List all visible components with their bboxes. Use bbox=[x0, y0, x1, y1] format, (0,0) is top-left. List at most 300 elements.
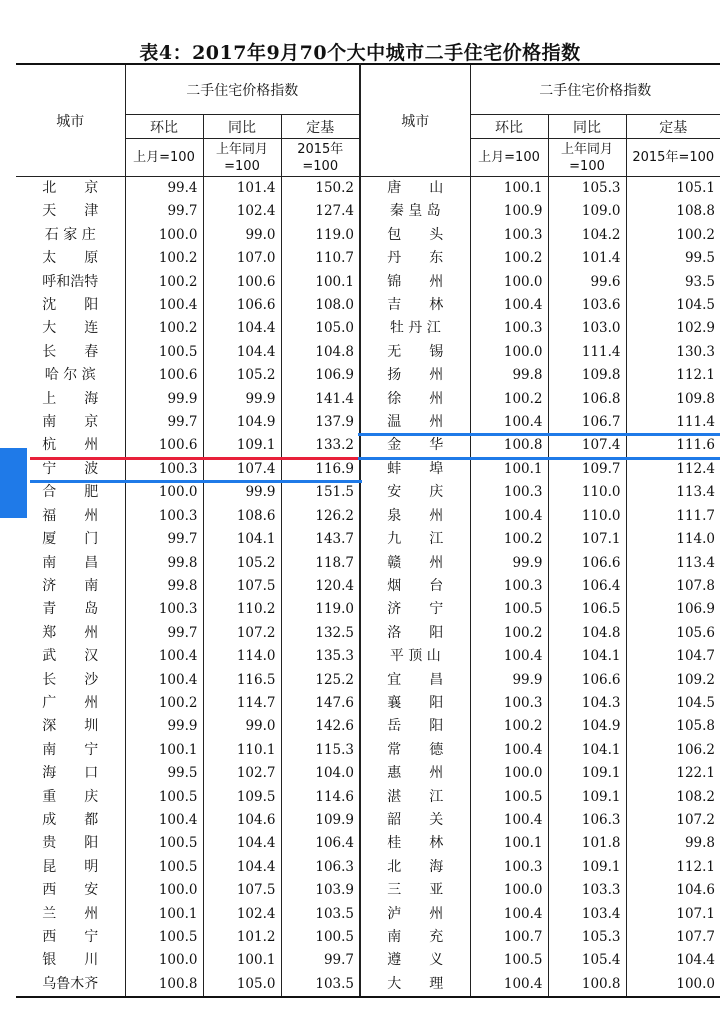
city-cell: 呼和浩特 bbox=[16, 271, 125, 294]
table-row bbox=[16, 177, 720, 201]
table-row bbox=[16, 294, 720, 317]
base-cell: 105.1 bbox=[676, 180, 716, 196]
yoy-cell: 109.5 bbox=[203, 786, 281, 809]
base-cell: 119.0 bbox=[281, 224, 360, 247]
city-cell: 扬 州 bbox=[360, 364, 470, 387]
city-cell: 北 京 bbox=[16, 177, 125, 201]
base-cell: 114.0 bbox=[676, 531, 716, 548]
table-row bbox=[16, 411, 720, 434]
yoy-cell: 104.6 bbox=[203, 809, 281, 832]
yoy-cell: 109.1 bbox=[203, 434, 281, 457]
base-cell: 118.7 bbox=[281, 552, 360, 575]
city-cell: 吉 林 bbox=[360, 294, 470, 317]
city-cell: 唐 山 bbox=[360, 177, 470, 201]
table-row bbox=[16, 388, 720, 411]
mom-cell: 100.0 bbox=[470, 341, 548, 364]
city-cell: 遵 义 bbox=[360, 949, 470, 972]
mom-cell: 100.0 bbox=[470, 879, 548, 902]
base-cell: 143.7 bbox=[281, 528, 360, 551]
city-cell: 沈 阳 bbox=[16, 294, 125, 317]
table-row bbox=[16, 598, 720, 621]
yoy-cell: 103.0 bbox=[548, 317, 626, 340]
city-cell: 丹 东 bbox=[360, 247, 470, 270]
city-cell: 武 汉 bbox=[16, 645, 125, 668]
mom-cell: 99.7 bbox=[125, 200, 203, 223]
base-cell: 142.6 bbox=[281, 715, 360, 738]
city-cell: 大 连 bbox=[16, 317, 125, 340]
mom-cell: 99.8 bbox=[470, 364, 548, 387]
city-cell: 青 岛 bbox=[16, 598, 125, 621]
city-cell: 锦 州 bbox=[360, 271, 470, 294]
table-row bbox=[16, 715, 720, 738]
city-cell: 包 头 bbox=[360, 224, 470, 247]
mom-cell: 99.9 bbox=[470, 669, 548, 692]
base-cell: 104.0 bbox=[281, 762, 360, 785]
base-cell: 93.5 bbox=[684, 273, 716, 290]
yoy-cell: 114.0 bbox=[203, 645, 281, 668]
city-header-right: 城市 bbox=[360, 64, 470, 177]
city-cell: 九 江 bbox=[360, 528, 470, 551]
mom-cell: 100.4 bbox=[125, 669, 203, 692]
base-cell: 104.4 bbox=[676, 952, 716, 969]
table-row bbox=[16, 224, 720, 247]
yoy-cell: 102.7 bbox=[203, 762, 281, 785]
base-cell: 125.2 bbox=[281, 669, 360, 692]
mom-cell: 100.4 bbox=[125, 809, 203, 832]
mom-cell: 99.8 bbox=[125, 575, 203, 598]
yoy-cell: 109.1 bbox=[548, 762, 626, 785]
mom-cell: 100.2 bbox=[125, 692, 203, 715]
yoy-cell: 110.0 bbox=[548, 481, 626, 504]
mom-cell: 100.4 bbox=[470, 809, 548, 832]
yoy-cell: 109.7 bbox=[548, 458, 626, 481]
base-cell: 104.8 bbox=[281, 341, 360, 364]
city-cell: 洛 阳 bbox=[360, 622, 470, 645]
city-cell: 广 州 bbox=[16, 692, 125, 715]
city-cell: 桂 林 bbox=[360, 832, 470, 855]
highlight-blue-line-right-bottom bbox=[358, 457, 720, 460]
mom-cell: 100.8 bbox=[470, 434, 548, 457]
table-row bbox=[16, 317, 720, 340]
yoy-cell: 111.4 bbox=[548, 341, 626, 364]
base-cell: 113.4 bbox=[676, 554, 716, 571]
yoy-cell: 104.2 bbox=[548, 224, 626, 247]
yoy-cell: 106.3 bbox=[548, 809, 626, 832]
city-cell: 南 充 bbox=[360, 926, 470, 949]
mom-cell: 100.0 bbox=[470, 271, 548, 294]
city-cell: 长 沙 bbox=[16, 669, 125, 692]
city-cell: 南 京 bbox=[16, 411, 125, 434]
base-sub-right: 2015年=100 bbox=[626, 139, 720, 177]
table-row bbox=[16, 692, 720, 715]
city-cell: 大 理 bbox=[360, 973, 470, 997]
base-cell: 151.5 bbox=[281, 481, 360, 504]
base-cell: 147.6 bbox=[281, 692, 360, 715]
yoy-cell: 100.1 bbox=[203, 949, 281, 972]
mom-cell: 99.5 bbox=[125, 762, 203, 785]
yoy-cell: 110.1 bbox=[203, 739, 281, 762]
city-cell: 郑 州 bbox=[16, 622, 125, 645]
city-cell: 北 海 bbox=[360, 856, 470, 879]
yoy-sub-right: 上年同月=100 bbox=[548, 139, 626, 177]
side-tab[interactable] bbox=[0, 448, 27, 518]
yoy-cell: 100.8 bbox=[548, 973, 626, 997]
city-cell: 惠 州 bbox=[360, 762, 470, 785]
mom-cell: 99.9 bbox=[125, 388, 203, 411]
city-cell: 宁 波 bbox=[16, 458, 125, 481]
mom-cell: 100.5 bbox=[470, 598, 548, 621]
base-cell: 127.4 bbox=[281, 200, 360, 223]
base-cell: 105.6 bbox=[676, 624, 716, 641]
yoy-cell: 104.4 bbox=[203, 856, 281, 879]
yoy-cell: 99.9 bbox=[203, 481, 281, 504]
table-row bbox=[16, 505, 720, 528]
yoy-cell: 104.8 bbox=[548, 622, 626, 645]
base-cell: 109.2 bbox=[676, 671, 716, 688]
city-cell: 长 春 bbox=[16, 341, 125, 364]
table-row bbox=[16, 341, 720, 364]
mom-cell: 100.4 bbox=[470, 411, 548, 434]
mom-cell: 100.5 bbox=[125, 341, 203, 364]
yoy-cell: 105.4 bbox=[548, 949, 626, 972]
city-cell: 蚌 埠 bbox=[360, 458, 470, 481]
base-cell: 105.8 bbox=[676, 718, 716, 735]
mom-cell: 100.3 bbox=[470, 481, 548, 504]
yoy-cell: 106.8 bbox=[548, 388, 626, 411]
mom-cell: 100.9 bbox=[470, 200, 548, 223]
base-cell: 122.1 bbox=[676, 765, 716, 782]
city-cell: 重 庆 bbox=[16, 786, 125, 809]
yoy-cell: 116.5 bbox=[203, 669, 281, 692]
base-cell: 108.2 bbox=[676, 788, 716, 805]
mom-cell: 99.7 bbox=[125, 528, 203, 551]
yoy-cell: 99.0 bbox=[203, 224, 281, 247]
base-cell: 111.7 bbox=[676, 507, 716, 524]
base-cell: 132.5 bbox=[281, 622, 360, 645]
mom-cell: 100.4 bbox=[470, 739, 548, 762]
base-cell: 103.5 bbox=[281, 973, 360, 997]
city-cell: 杭 州 bbox=[16, 434, 125, 457]
city-cell: 成 都 bbox=[16, 809, 125, 832]
base-cell: 99.5 bbox=[684, 250, 716, 267]
table-row bbox=[16, 247, 720, 270]
yoy-sub-left: 上年同月=100 bbox=[203, 139, 281, 177]
base-cell: 104.5 bbox=[676, 297, 716, 314]
city-cell: 南 宁 bbox=[16, 739, 125, 762]
base-cell: 106.9 bbox=[281, 364, 360, 387]
base-header-right: 定基 bbox=[626, 115, 720, 139]
city-cell: 西 安 bbox=[16, 879, 125, 902]
table-row bbox=[16, 809, 720, 832]
mom-cell: 100.1 bbox=[470, 458, 548, 481]
table-row bbox=[16, 739, 720, 762]
city-cell: 平 顶 山 bbox=[360, 645, 470, 668]
table-row bbox=[16, 879, 720, 902]
base-cell: 126.2 bbox=[281, 505, 360, 528]
table-row bbox=[16, 973, 720, 997]
yoy-cell: 104.9 bbox=[548, 715, 626, 738]
city-cell: 贵 阳 bbox=[16, 832, 125, 855]
city-cell: 常 德 bbox=[360, 739, 470, 762]
highlight-red-line bbox=[30, 457, 362, 460]
mom-cell: 100.3 bbox=[470, 575, 548, 598]
yoy-cell: 104.4 bbox=[203, 832, 281, 855]
base-cell: 130.3 bbox=[676, 343, 716, 360]
yoy-cell: 103.4 bbox=[548, 903, 626, 926]
mom-cell: 100.6 bbox=[125, 364, 203, 387]
mom-cell: 100.4 bbox=[470, 505, 548, 528]
yoy-cell: 106.6 bbox=[548, 552, 626, 575]
yoy-cell: 109.1 bbox=[548, 786, 626, 809]
base-cell: 150.2 bbox=[281, 177, 360, 201]
base-cell: 100.1 bbox=[281, 271, 360, 294]
base-cell: 108.8 bbox=[676, 203, 716, 220]
base-cell: 141.4 bbox=[281, 388, 360, 411]
mom-cell: 100.1 bbox=[470, 832, 548, 855]
mom-sub-right: 上月=100 bbox=[470, 139, 548, 177]
city-cell: 天 津 bbox=[16, 200, 125, 223]
mom-cell: 100.5 bbox=[125, 856, 203, 879]
yoy-cell: 101.4 bbox=[203, 177, 281, 201]
mom-cell: 100.1 bbox=[470, 177, 548, 201]
table-row bbox=[16, 528, 720, 551]
base-sub-left: 2015年=100 bbox=[281, 139, 360, 177]
base-cell: 111.4 bbox=[676, 414, 716, 431]
yoy-cell: 106.5 bbox=[548, 598, 626, 621]
yoy-cell: 104.1 bbox=[548, 645, 626, 668]
base-cell: 107.2 bbox=[676, 811, 716, 828]
table-row bbox=[16, 575, 720, 598]
yoy-cell: 106.7 bbox=[548, 411, 626, 434]
mom-cell: 99.9 bbox=[470, 552, 548, 575]
base-cell: 104.7 bbox=[676, 648, 716, 665]
base-cell: 111.6 bbox=[676, 437, 716, 454]
highlight-blue-line-left bbox=[30, 480, 362, 483]
yoy-cell: 99.6 bbox=[548, 271, 626, 294]
yoy-cell: 105.0 bbox=[203, 973, 281, 997]
city-cell: 徐 州 bbox=[360, 388, 470, 411]
city-cell: 福 州 bbox=[16, 505, 125, 528]
base-cell: 119.0 bbox=[281, 598, 360, 621]
mom-cell: 100.4 bbox=[470, 294, 548, 317]
mom-cell: 100.0 bbox=[470, 762, 548, 785]
yoy-cell: 101.8 bbox=[548, 832, 626, 855]
base-cell: 106.4 bbox=[281, 832, 360, 855]
base-cell: 104.5 bbox=[676, 694, 716, 711]
base-cell: 100.2 bbox=[676, 226, 716, 243]
table-body bbox=[16, 177, 720, 998]
city-cell: 宜 昌 bbox=[360, 669, 470, 692]
table-row bbox=[16, 832, 720, 855]
mom-cell: 100.4 bbox=[470, 903, 548, 926]
mom-cell: 100.4 bbox=[470, 973, 548, 997]
base-cell: 116.9 bbox=[281, 458, 360, 481]
city-cell: 厦 门 bbox=[16, 528, 125, 551]
yoy-cell: 105.3 bbox=[548, 926, 626, 949]
mom-cell: 100.3 bbox=[125, 598, 203, 621]
yoy-cell: 99.9 bbox=[203, 388, 281, 411]
table-row bbox=[16, 458, 720, 481]
base-cell: 106.3 bbox=[281, 856, 360, 879]
yoy-header-right: 同比 bbox=[548, 115, 626, 139]
mom-cell: 99.8 bbox=[125, 552, 203, 575]
city-cell: 海 口 bbox=[16, 762, 125, 785]
table-row bbox=[16, 926, 720, 949]
mom-cell: 100.0 bbox=[125, 879, 203, 902]
mom-cell: 100.0 bbox=[125, 949, 203, 972]
yoy-cell: 109.0 bbox=[548, 200, 626, 223]
city-cell: 温 州 bbox=[360, 411, 470, 434]
mom-cell: 100.3 bbox=[470, 856, 548, 879]
base-cell: 112.1 bbox=[676, 367, 716, 384]
yoy-cell: 107.5 bbox=[203, 575, 281, 598]
table-row bbox=[16, 200, 720, 223]
yoy-cell: 104.9 bbox=[203, 411, 281, 434]
base-cell: 103.9 bbox=[281, 879, 360, 902]
city-cell: 昆 明 bbox=[16, 856, 125, 879]
mom-cell: 100.5 bbox=[470, 949, 548, 972]
city-cell: 湛 江 bbox=[360, 786, 470, 809]
city-cell: 泸 州 bbox=[360, 903, 470, 926]
table-row bbox=[16, 949, 720, 972]
mom-cell: 100.5 bbox=[125, 926, 203, 949]
table-row bbox=[16, 622, 720, 645]
highlight-blue-line-right-top bbox=[358, 433, 720, 436]
base-cell: 107.1 bbox=[676, 905, 716, 922]
yoy-cell: 109.8 bbox=[548, 364, 626, 387]
base-cell: 102.9 bbox=[676, 320, 716, 337]
base-cell: 103.5 bbox=[281, 903, 360, 926]
city-cell: 三 亚 bbox=[360, 879, 470, 902]
base-cell: 106.9 bbox=[676, 601, 716, 618]
mom-cell: 100.2 bbox=[470, 388, 548, 411]
mom-cell: 99.9 bbox=[125, 715, 203, 738]
base-cell: 133.2 bbox=[281, 434, 360, 457]
base-cell: 137.9 bbox=[281, 411, 360, 434]
table-row bbox=[16, 434, 720, 457]
city-cell: 太 原 bbox=[16, 247, 125, 270]
mom-cell: 100.4 bbox=[125, 294, 203, 317]
mom-cell: 100.6 bbox=[125, 434, 203, 457]
mom-cell: 100.7 bbox=[470, 926, 548, 949]
group-header-right: 二手住宅价格指数 bbox=[470, 64, 720, 115]
mom-sub-left: 上月=100 bbox=[125, 139, 203, 177]
yoy-cell: 106.6 bbox=[203, 294, 281, 317]
base-cell: 107.7 bbox=[676, 929, 716, 945]
base-cell: 112.4 bbox=[676, 460, 716, 477]
mom-cell: 100.1 bbox=[125, 739, 203, 762]
table-row bbox=[16, 645, 720, 668]
city-cell: 上 海 bbox=[16, 388, 125, 411]
mom-cell: 100.8 bbox=[125, 973, 203, 997]
mom-cell: 100.5 bbox=[470, 786, 548, 809]
city-cell: 银 川 bbox=[16, 949, 125, 972]
city-cell: 南 昌 bbox=[16, 552, 125, 575]
mom-cell: 99.7 bbox=[125, 411, 203, 434]
price-index-table bbox=[16, 63, 720, 998]
mom-cell: 100.2 bbox=[470, 715, 548, 738]
yoy-cell: 105.3 bbox=[548, 177, 626, 201]
city-cell: 岳 阳 bbox=[360, 715, 470, 738]
table-row bbox=[16, 762, 720, 785]
base-cell: 99.7 bbox=[281, 949, 360, 972]
yoy-cell: 114.7 bbox=[203, 692, 281, 715]
yoy-cell: 106.4 bbox=[548, 575, 626, 598]
yoy-cell: 102.4 bbox=[203, 903, 281, 926]
city-cell: 济 南 bbox=[16, 575, 125, 598]
mom-cell: 100.3 bbox=[470, 224, 548, 247]
city-cell: 石 家 庄 bbox=[16, 224, 125, 247]
base-cell: 106.2 bbox=[676, 741, 716, 758]
city-cell: 金 华 bbox=[360, 434, 470, 457]
base-cell: 115.3 bbox=[281, 739, 360, 762]
table-row bbox=[16, 481, 720, 504]
city-cell: 秦 皇 岛 bbox=[360, 200, 470, 223]
city-header-left: 城市 bbox=[16, 64, 125, 177]
yoy-cell: 108.6 bbox=[203, 505, 281, 528]
city-cell: 泉 州 bbox=[360, 505, 470, 528]
base-cell: 108.0 bbox=[281, 294, 360, 317]
table-row bbox=[16, 364, 720, 387]
yoy-cell: 104.1 bbox=[548, 739, 626, 762]
mom-cell: 100.5 bbox=[125, 786, 203, 809]
yoy-cell: 99.0 bbox=[203, 715, 281, 738]
mom-cell: 100.0 bbox=[125, 224, 203, 247]
mom-cell: 100.3 bbox=[470, 317, 548, 340]
mom-cell: 100.5 bbox=[125, 832, 203, 855]
yoy-cell: 107.1 bbox=[548, 528, 626, 551]
yoy-cell: 104.4 bbox=[203, 341, 281, 364]
yoy-cell: 103.3 bbox=[548, 879, 626, 902]
mom-cell: 99.4 bbox=[125, 177, 203, 201]
city-cell: 襄 阳 bbox=[360, 692, 470, 715]
yoy-cell: 105.2 bbox=[203, 364, 281, 387]
yoy-cell: 109.1 bbox=[548, 856, 626, 879]
base-cell: 107.8 bbox=[676, 577, 716, 594]
table-row bbox=[16, 271, 720, 294]
mom-cell: 100.3 bbox=[125, 458, 203, 481]
mom-cell: 100.2 bbox=[125, 247, 203, 270]
mom-cell: 100.4 bbox=[470, 645, 548, 668]
yoy-cell: 102.4 bbox=[203, 200, 281, 223]
yoy-cell: 107.5 bbox=[203, 879, 281, 902]
yoy-cell: 104.3 bbox=[548, 692, 626, 715]
base-cell: 105.0 bbox=[281, 317, 360, 340]
city-cell: 兰 州 bbox=[16, 903, 125, 926]
base-cell: 114.6 bbox=[281, 786, 360, 809]
base-cell: 135.3 bbox=[281, 645, 360, 668]
table-title: 表4：2017年9月70个大中城市二手住宅价格指数 bbox=[139, 42, 581, 64]
mom-cell: 100.3 bbox=[125, 505, 203, 528]
base-cell: 104.6 bbox=[676, 882, 716, 899]
city-cell: 安 庆 bbox=[360, 481, 470, 504]
group-header-left: 二手住宅价格指数 bbox=[125, 64, 360, 115]
yoy-cell: 101.2 bbox=[203, 926, 281, 949]
base-cell: 110.7 bbox=[281, 247, 360, 270]
city-cell: 哈 尔 滨 bbox=[16, 364, 125, 387]
table-row bbox=[16, 552, 720, 575]
mom-cell: 100.3 bbox=[470, 692, 548, 715]
yoy-cell: 106.6 bbox=[548, 669, 626, 692]
mom-cell: 100.2 bbox=[470, 247, 548, 270]
yoy-cell: 103.6 bbox=[548, 294, 626, 317]
base-cell: 100.5 bbox=[281, 926, 360, 949]
mom-cell: 99.7 bbox=[125, 622, 203, 645]
mom-cell: 100.1 bbox=[125, 903, 203, 926]
yoy-cell: 107.4 bbox=[203, 458, 281, 481]
yoy-header-left: 同比 bbox=[203, 115, 281, 139]
base-cell: 112.1 bbox=[676, 858, 716, 875]
